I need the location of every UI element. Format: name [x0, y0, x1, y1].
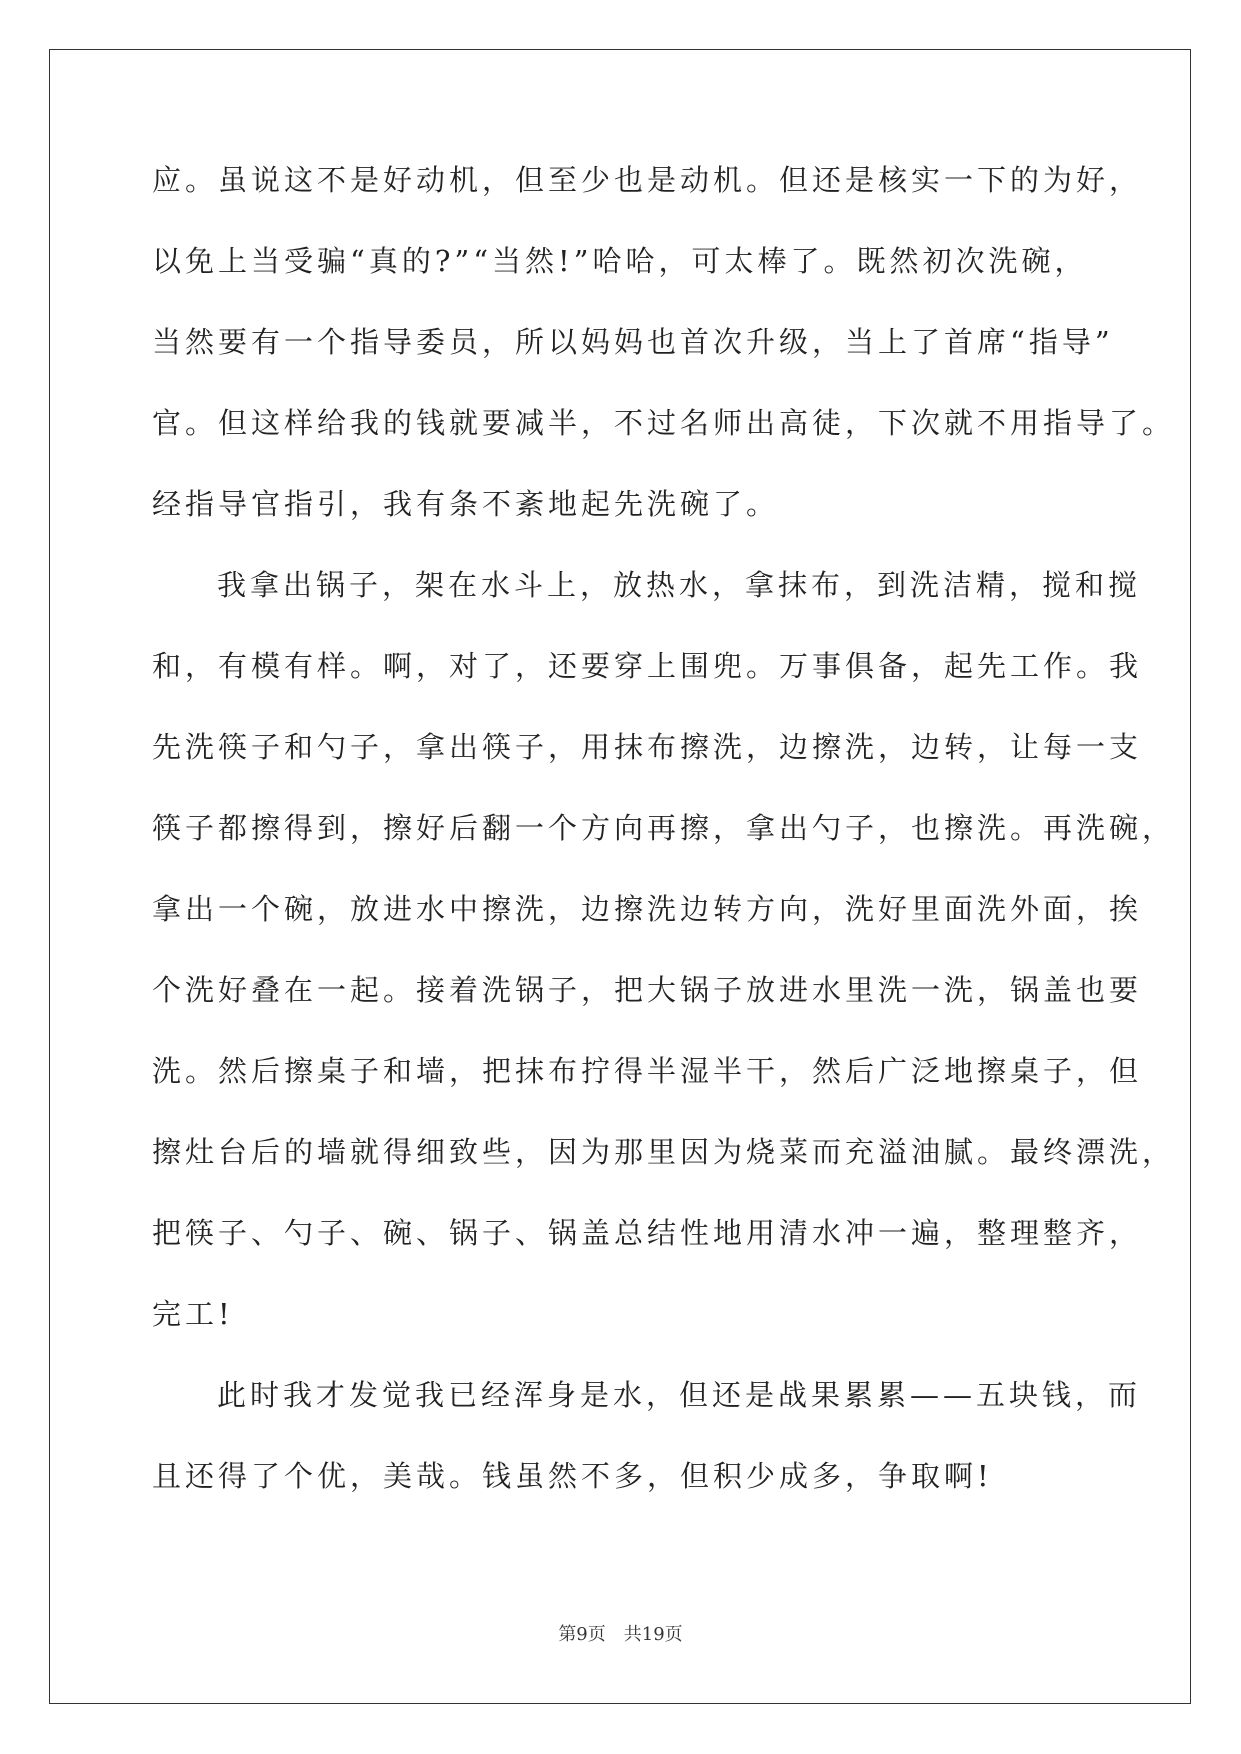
- text-line: 把筷子、勺子、碗、锅子、锅盖总结性地用清水冲一遍，整理整齐，: [152, 1216, 1143, 1250]
- text-line: 当然要有一个指导委员，所以妈妈也首次升级，当上了首席“指导”: [152, 325, 1114, 359]
- text-line: 洗。然后擦桌子和墙，把抹布拧得半湿半干，然后广泛地擦桌子，但: [152, 1054, 1143, 1088]
- paragraph-start-line: 此时我才发觉我已经浑身是水，但还是战果累累——五块钱，而: [217, 1378, 1142, 1412]
- text-line: 拿出一个碗，放进水中擦洗，边擦洗边转方向，洗好里面洗外面，挨: [152, 892, 1143, 926]
- page-number: 第9页: [558, 1624, 606, 1645]
- text-line: 应。虽说这不是好动机，但至少也是动机。但还是核实一下的为好，: [152, 163, 1143, 197]
- text-line: 筷子都擦得到，擦好后翻一个方向再擦，拿出勺子，也擦洗。再洗碗，: [152, 811, 1176, 845]
- text-line: 和，有模有样。啊，对了，还要穿上围兜。万事俱备，起先工作。我: [152, 649, 1143, 683]
- text-line: 经指导官指引，我有条不紊地起先洗碗了。: [152, 487, 780, 521]
- page-total: 共19页: [623, 1624, 683, 1645]
- text-line: 先洗筷子和勺子，拿出筷子，用抹布擦洗，边擦洗，边转，让每一支: [152, 730, 1143, 764]
- text-line: 官。但这样给我的钱就要减半，不过名师出高徒，下次就不用指导了。: [152, 406, 1176, 440]
- text-line: 个洗好叠在一起。接着洗锅子，把大锅子放进水里洗一洗，锅盖也要: [152, 973, 1143, 1007]
- text-line: 且还得了个优，美哉。钱虽然不多，但积少成多，争取啊!: [152, 1459, 993, 1493]
- text-line: 完工!: [152, 1297, 234, 1331]
- page-footer: [0, 1623, 1241, 1647]
- text-line: 以免上当受骗“真的?”“当然!”哈哈，可太棒了。既然初次洗碗，: [152, 244, 1088, 278]
- paragraph-start-line: 我拿出锅子，架在水斗上，放热水，拿抹布，到洗洁精，搅和搅: [217, 568, 1142, 602]
- text-line: 擦灶台后的墙就得细致些，因为那里因为烧菜而充溢油腻。最终漂洗，: [152, 1135, 1176, 1169]
- document-body: [152, 160, 1176, 1537]
